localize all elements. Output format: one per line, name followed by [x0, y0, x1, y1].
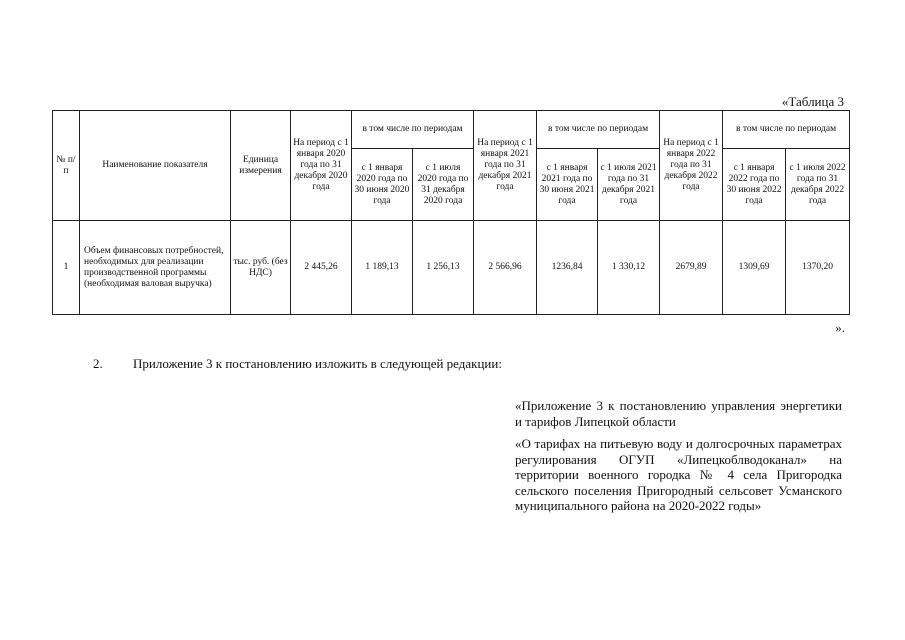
cell-2020-h2: 1 256,13: [413, 221, 474, 315]
table-caption: «Таблица 3: [781, 94, 844, 109]
cell-2020-h1: 1 189,13: [352, 221, 413, 315]
paragraph-item: [93, 356, 502, 372]
header-h2-2020: с 1 июля 2020 года по 31 декабря 2020 года: [413, 149, 474, 221]
row-name: Объем финансовых потребностей, необходимых для реализации производственной программы (необходимая валовая выручка): [80, 221, 231, 315]
cell-2021-total: 2 566,96: [474, 221, 537, 315]
paragraph-number: 2.: [93, 356, 103, 371]
header-group-2022: в том числе по периодам: [723, 111, 850, 149]
header-group-2020: в том числе по периодам: [352, 111, 474, 149]
header-period-2021: На период с 1 января 2021 года по 31 декабря 2021 года: [474, 111, 537, 221]
header-h2-2022: с 1 июля 2022 года по 31 декабря 2022 года: [786, 149, 850, 221]
header-group-2021: в том числе по периодам: [537, 111, 660, 149]
header-h1-2022: с 1 января 2022 года по 30 июня 2022 года: [723, 149, 786, 221]
header-h2-2021: с 1 июля 2021 года по 31 декабря 2021 года: [598, 149, 660, 221]
cell-2021-h1: 1236,84: [537, 221, 598, 315]
table-row: [53, 221, 850, 315]
header-period-2020: На период с 1 января 2020 года по 31 декабря 2020 года: [291, 111, 352, 221]
cell-2021-h2: 1 330,12: [598, 221, 660, 315]
closing-quote: ».: [835, 320, 845, 335]
tariff-table: [52, 110, 850, 315]
header-unit: Единица измерения: [231, 111, 291, 221]
cell-2022-total: 2679,89: [660, 221, 723, 315]
cell-2020-total: 2 445,26: [291, 221, 352, 315]
cell-2022-h2: 1370,20: [786, 221, 850, 315]
cell-2022-h1: 1309,69: [723, 221, 786, 315]
paragraph-text: Приложение 3 к постановлению изложить в следующей редакции:: [133, 356, 502, 371]
header-h1-2021: с 1 января 2021 года по 30 июня 2021 года: [537, 149, 598, 221]
header-period-2022: На период с 1 января 2022 года по 31 декабря 2022 года: [660, 111, 723, 221]
row-num: 1: [53, 221, 80, 315]
header-num: № п/п: [53, 111, 80, 221]
row-unit: тыс. руб. (без НДС): [231, 221, 291, 315]
appendix-title: «О тарифах на питьевую воду и долгосрочных параметрах регулирования ОГУП «Липецкоблводоканал» на территории военного городка № 4 села Пригородка сельского поселения Пригородный сельсовет Усманского муниципального района на 2020-2022 годы»: [515, 436, 842, 513]
header-h1-2020: с 1 января 2020 года по 30 июня 2020 года: [352, 149, 413, 221]
header-name: Наименование показателя: [80, 111, 231, 221]
appendix-heading: «Приложение 3 к постановлению управления энергетики и тарифов Липецкой области: [515, 398, 842, 429]
